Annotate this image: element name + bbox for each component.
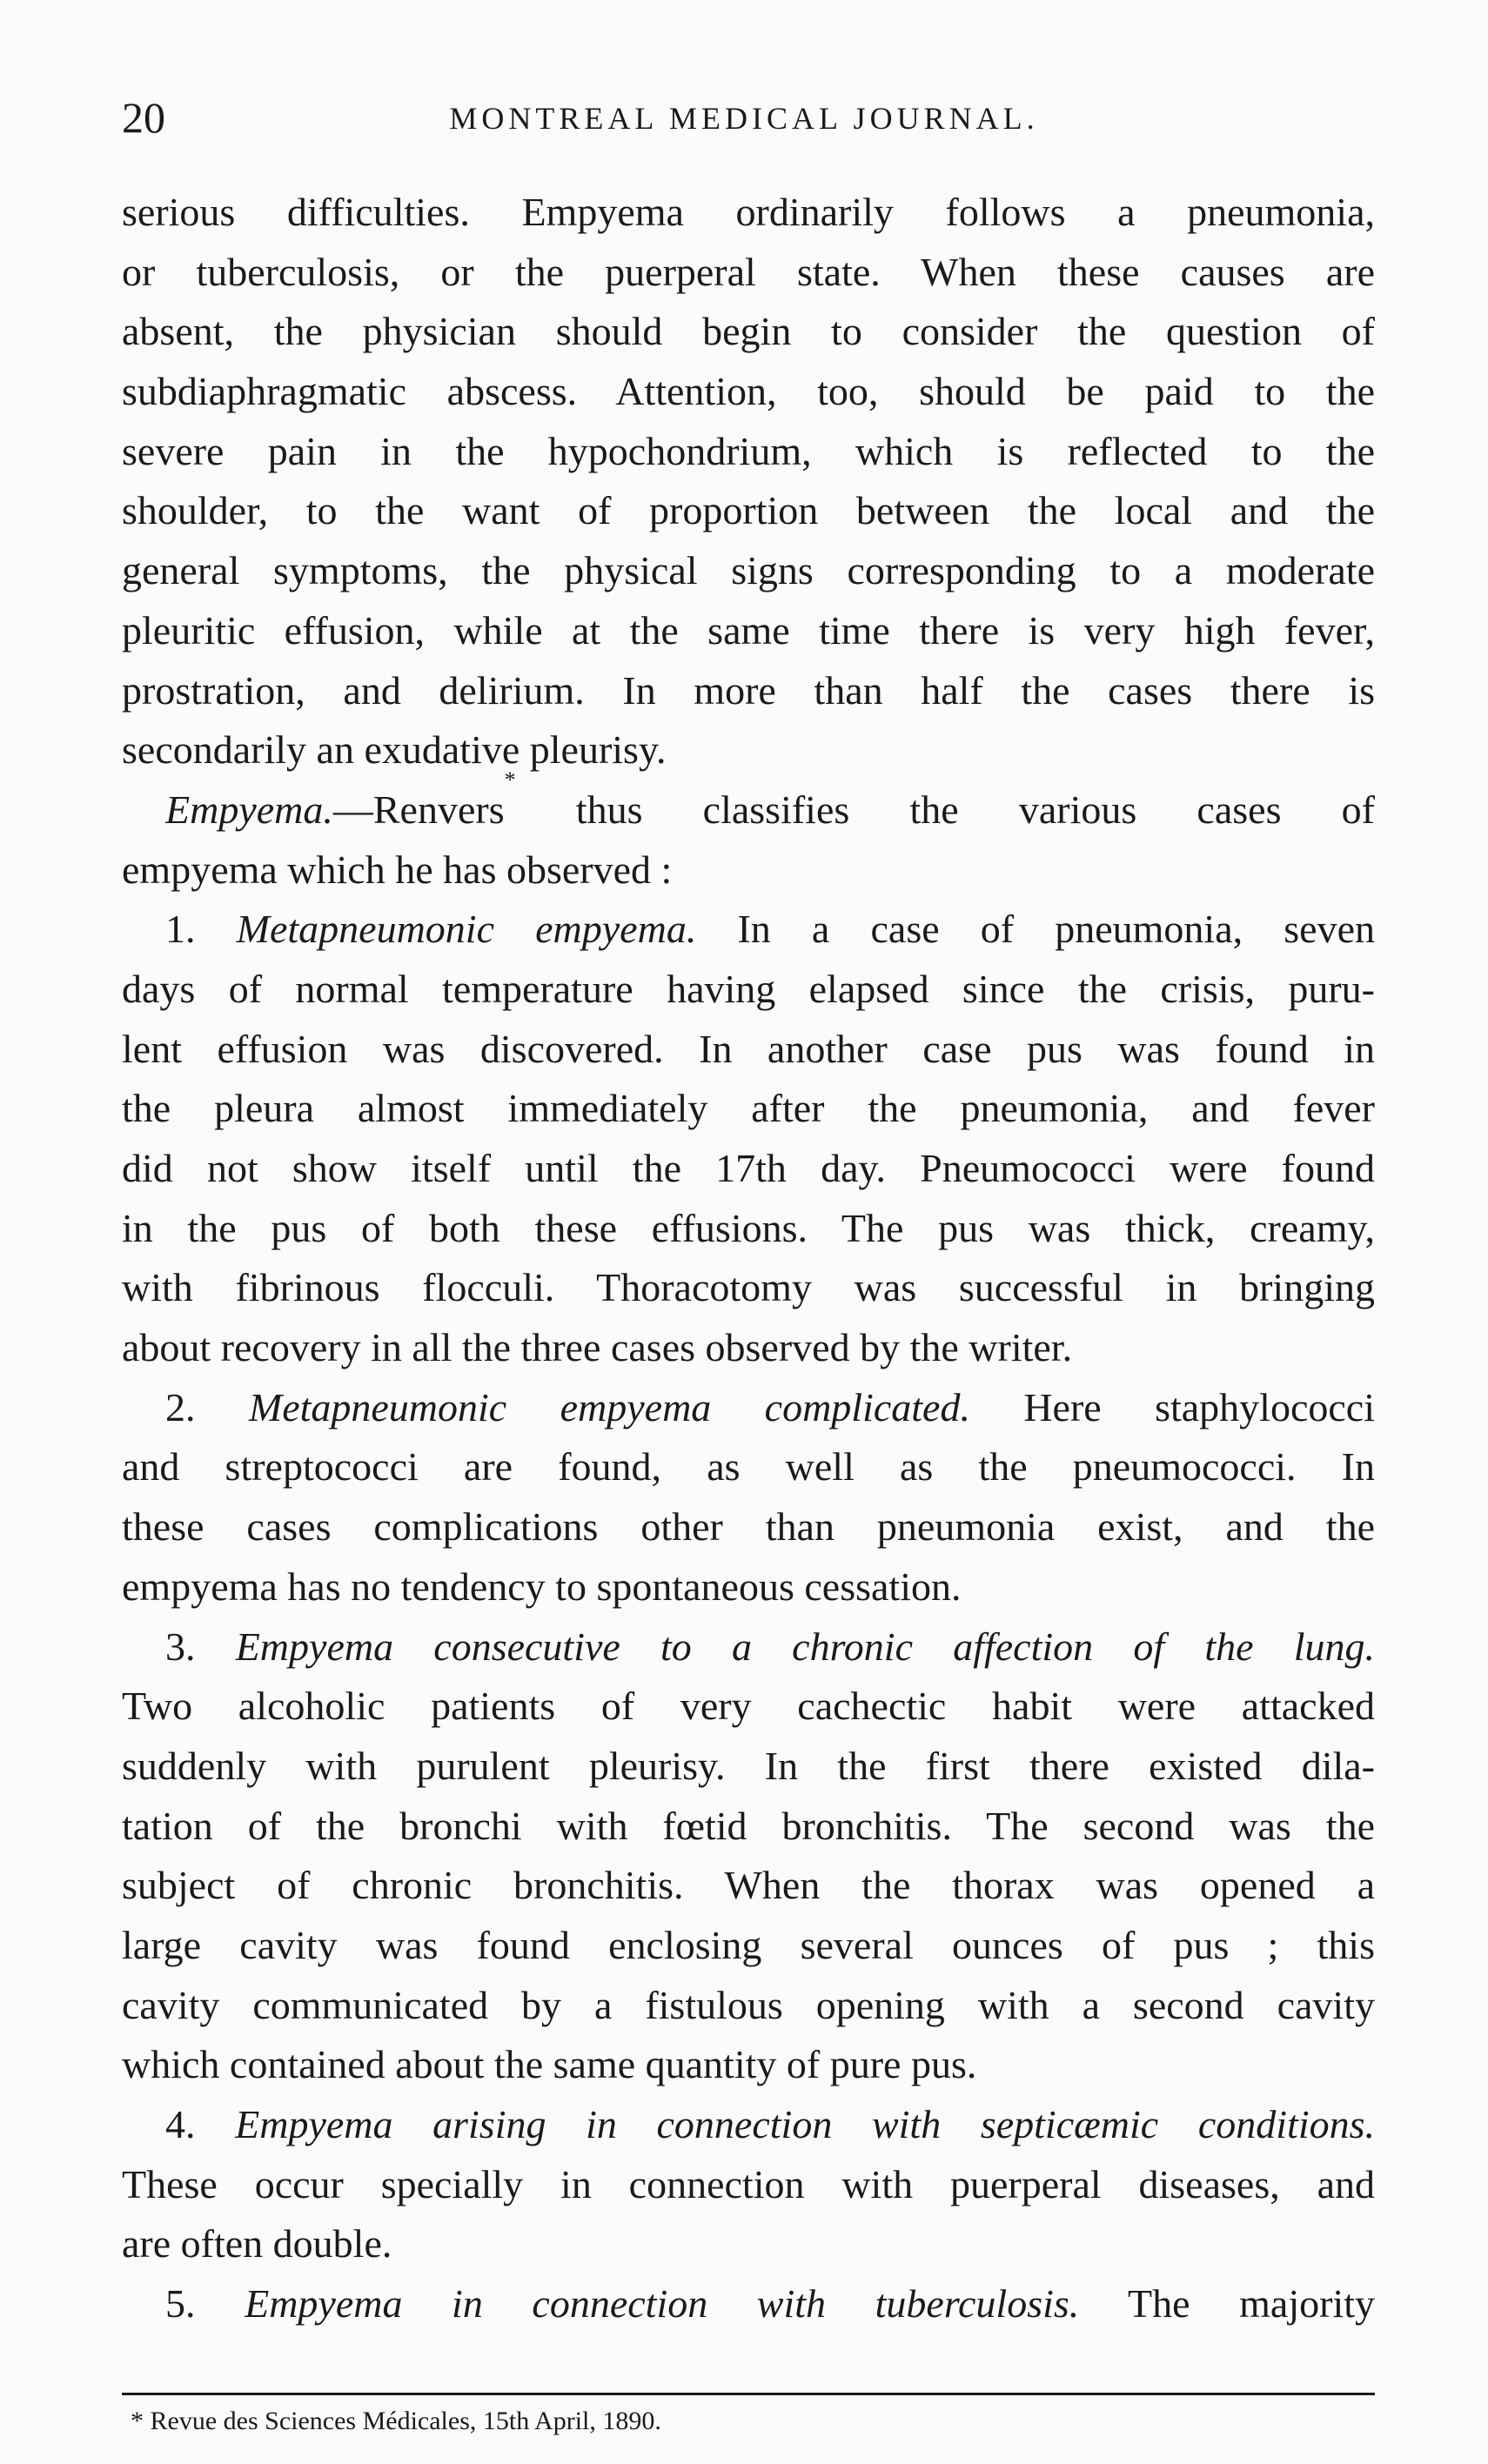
text-line: Two alcoholic patients of very cachectic habit were attacked	[122, 1684, 1375, 1729]
footnote-divider	[122, 2393, 1375, 2395]
text-line: suddenly with purulent pleurisy. In the first there existed dila-	[122, 1743, 1375, 1788]
text-fragment: In a case of pneumonia, seven	[696, 907, 1375, 952]
text-line: large cavity was found enclosing several ounces of pus ; this	[122, 1922, 1375, 1967]
text-line: are often double.	[122, 2221, 392, 2266]
footnote	[131, 2400, 661, 2443]
text-line: and streptococci are found, as well as the pneumococci. In	[122, 1444, 1375, 1490]
text-line: empyema which he has observed :	[122, 847, 673, 892]
text-line: general symptoms, the physical signs corresponding to a moderate	[122, 548, 1375, 593]
text-line: secondarily an exudative pleurisy.	[122, 727, 667, 773]
text-line: in the pus of both these effusions. The pus was thick, creamy,	[122, 1205, 1375, 1250]
list-number: 5.	[165, 2281, 245, 2327]
list-term: Empyema in connection with tuberculosis.	[245, 2281, 1080, 2327]
list-number: 4.	[165, 2102, 236, 2146]
list-term: Metapneumonic empyema.	[236, 907, 697, 952]
text-line: about recovery in all the three cases observed by the writer.	[122, 1325, 1073, 1370]
list-item-2	[122, 1378, 1375, 1438]
text-line: severe pain in the hypochondrium, which is reflected to the	[122, 428, 1375, 473]
text-line: absent, the physician should begin to consider the question of	[122, 309, 1375, 354]
text-fragment: thus classifies the various cases of	[515, 787, 1375, 832]
page-number: 20	[122, 93, 165, 142]
list-item-3	[122, 1617, 1375, 1677]
text-line: did not show itself until the 17th day. Pneumococci were found	[122, 1146, 1375, 1190]
text-line: the pleura almost immediately after the pneumonia, and fever	[122, 1086, 1375, 1131]
text-fragment: The majority	[1079, 2281, 1375, 2327]
text-fragment: —Renvers	[332, 787, 505, 832]
text-line: tation of the bronchi with fœtid bronchitis. The second was the	[122, 1803, 1375, 1848]
article-body	[122, 183, 1375, 2334]
list-item-1	[122, 900, 1375, 960]
text-fragment: Here staphylococci	[969, 1384, 1375, 1430]
list-term: Empyema arising in connection with septicæmic conditions.	[235, 2102, 1375, 2146]
text-line: shoulder, to the want of proportion between the local and the	[122, 488, 1375, 533]
running-head	[0, 87, 1488, 148]
footnote-marker: *	[131, 2407, 144, 2435]
footnote-ref: *	[504, 767, 516, 793]
section-term: Empyema.	[165, 787, 333, 832]
text-line: lent effusion was discovered. In another case pus was found in	[122, 1026, 1375, 1071]
journal-title: MONTREAL MEDICAL JOURNAL.	[449, 101, 1039, 136]
list-number: 2.	[165, 1384, 249, 1430]
list-item-4	[122, 2095, 1375, 2155]
list-term: Metapneumonic empyema complicated.	[248, 1384, 970, 1430]
text-line: which contained about the same quantity of pure pus.	[122, 2042, 977, 2087]
text-line: with fibrinous flocculi. Thoracotomy was successful in bringing	[122, 1265, 1375, 1310]
footnote-text: Revue des Sciences Médicales, 15th April, 1890.	[144, 2407, 661, 2435]
text-line: prostration, and delirium. In more than half the cases there is	[122, 667, 1375, 713]
text-line: these cases complications other than pneumonia exist, and the	[122, 1504, 1375, 1550]
text-line: subdiaphragmatic abscess. Attention, too, should be paid to the	[122, 369, 1375, 414]
text-line: or tuberculosis, or the puerperal state. When these causes are	[122, 249, 1375, 294]
text-line: subject of chronic bronchitis. When the thorax was opened a	[122, 1863, 1375, 1908]
list-number: 1.	[165, 907, 237, 952]
text-line: cavity communicated by a fistulous opening with a second cavity	[122, 1982, 1375, 2027]
text-line: serious difficulties. Empyema ordinarily follows a pneumonia,	[122, 190, 1375, 234]
text-line: pleuritic effusion, while at the same time there is very high fever,	[122, 607, 1375, 653]
list-number: 3.	[165, 1624, 236, 1669]
text-line: These occur specially in connection with puerperal diseases, and	[122, 2161, 1375, 2206]
text-line: days of normal temperature having elapsed since the crisis, puru-	[122, 966, 1375, 1011]
list-item-5	[122, 2274, 1375, 2334]
text-line: empyema has no tendency to spontaneous cessation.	[122, 1563, 962, 1609]
list-term: Empyema consecutive to a chronic affection of the lung.	[235, 1624, 1375, 1669]
empyema-heading-line	[122, 767, 1375, 840]
